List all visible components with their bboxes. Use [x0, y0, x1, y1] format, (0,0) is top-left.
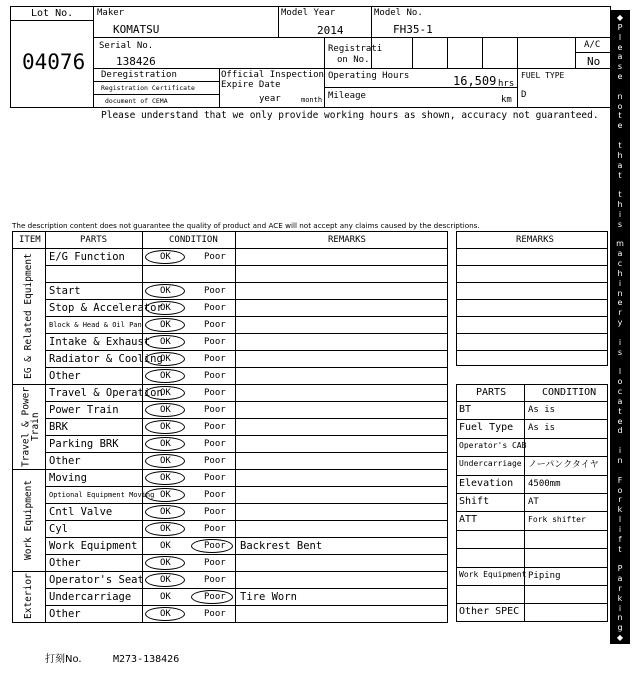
part-label: E/G Function	[49, 251, 125, 263]
part-label: Other	[49, 608, 81, 620]
right-part-label: Undercarriage	[459, 459, 522, 468]
ok-option[interactable]: OK	[160, 524, 171, 534]
ok-selected-circle	[145, 352, 185, 366]
right-remarks-header: REMARKS	[516, 235, 554, 245]
lot-no-label: Lot No.	[31, 8, 74, 19]
part-label: Work Equipment	[49, 540, 138, 552]
ok-selected-circle	[145, 318, 185, 332]
right-condition-value: AT	[528, 497, 539, 507]
part-label: Cyl	[49, 523, 68, 535]
remark-text: Backrest Bent	[240, 540, 323, 552]
poor-selected-circle	[191, 539, 233, 553]
lot-no: 04076	[22, 50, 86, 74]
ok-option[interactable]: OK	[160, 575, 171, 585]
ok-option[interactable]: OK	[160, 439, 171, 449]
poor-option[interactable]: Poor	[204, 354, 226, 364]
poor-option[interactable]: Poor	[204, 405, 226, 415]
poor-selected-circle	[191, 590, 233, 604]
ok-selected-circle	[145, 420, 185, 434]
ok-option[interactable]: OK	[160, 541, 171, 551]
ok-option[interactable]: OK	[160, 371, 171, 381]
ac-label: A/C	[584, 40, 601, 50]
group-label: Work Equipment	[23, 479, 34, 561]
poor-option[interactable]: Poor	[204, 456, 226, 466]
ok-option[interactable]: OK	[160, 405, 171, 415]
year-label: year	[259, 94, 281, 104]
item-header: ITEM	[19, 235, 41, 245]
inspection-label-2: Expire Date	[221, 80, 281, 90]
right-part-label: Fuel Type	[459, 422, 514, 433]
right-part-label: Shift	[459, 496, 490, 507]
part-label: Intake & Exhaust	[49, 336, 151, 348]
part-label: Undercarriage	[49, 591, 132, 603]
registration-label: Registrati	[328, 44, 383, 54]
remarks-header: REMARKS	[328, 235, 366, 245]
ok-selected-circle	[145, 607, 185, 621]
right-condition-value: As is	[528, 405, 556, 415]
ok-selected-circle	[145, 522, 185, 536]
registration-label-2: on No.	[337, 55, 370, 65]
ok-option[interactable]: OK	[160, 609, 171, 619]
ok-selected-circle	[145, 488, 185, 502]
poor-option[interactable]: Poor	[204, 507, 226, 517]
right-condition-value: As is	[528, 423, 556, 433]
side-notice: ◆ P l e a s e n o t e t h a t t h i s m a c h i n e r y i s l o c a t e d i n F o r k l i f t P a r k i n g ◆	[610, 10, 630, 644]
poor-option[interactable]: Poor	[204, 490, 226, 500]
cema-label: document of CEMA	[105, 97, 168, 105]
ok-selected-circle	[145, 403, 185, 417]
poor-option[interactable]: Poor	[204, 558, 226, 568]
ok-option[interactable]: OK	[160, 303, 171, 313]
part-label: Other	[49, 557, 81, 569]
group-label: Travel & Power Train	[20, 386, 41, 467]
ok-selected-circle	[145, 505, 185, 519]
part-label: Block & Head & Oil Pan	[49, 321, 142, 329]
part-label: Power Train	[49, 404, 119, 416]
part-label: Parking BRK	[49, 438, 119, 450]
group-label: Exterior	[23, 573, 34, 620]
model-year: 2014	[317, 24, 344, 37]
poor-option[interactable]: Poor	[204, 592, 226, 602]
ok-selected-circle	[145, 573, 185, 587]
poor-option[interactable]: Poor	[204, 303, 226, 313]
operating-hours: 16,509	[453, 74, 497, 88]
disclaimer: The description content does not guarantee the quality of product and ACE will not accept any claims caused by the descriptions.	[12, 221, 480, 230]
ok-option[interactable]: OK	[160, 286, 171, 296]
part-label: Moving	[49, 472, 87, 484]
right-part-label: Elevation	[459, 478, 514, 489]
ok-option[interactable]: OK	[160, 490, 171, 500]
ok-option[interactable]: OK	[160, 473, 171, 483]
model-no-label: Model No.	[374, 8, 423, 18]
ok-selected-circle	[145, 386, 185, 400]
mileage-label: Mileage	[328, 91, 366, 101]
condition-header: CONDITION	[169, 235, 218, 245]
poor-option[interactable]: Poor	[204, 422, 226, 432]
part-label: Travel & Operation	[49, 387, 163, 399]
ok-option[interactable]: OK	[160, 252, 171, 262]
ok-option[interactable]: OK	[160, 507, 171, 517]
serial-no: 138426	[116, 55, 156, 68]
deregistration-label: Deregistration	[101, 70, 177, 80]
right-part-label: ATT	[459, 514, 478, 525]
poor-option[interactable]: Poor	[204, 286, 226, 296]
ok-option[interactable]: OK	[160, 422, 171, 432]
month-label: month	[301, 96, 323, 104]
maker-label: Maker	[97, 8, 125, 18]
registration-certificate-label: Registration Certificate	[101, 84, 195, 92]
fuel-type-label: FUEL TYPE	[521, 71, 565, 80]
ok-selected-circle	[145, 284, 185, 298]
ok-selected-circle	[145, 454, 185, 468]
model-no: FH35-1	[393, 23, 433, 36]
part-label: Optional Equipment Moving	[49, 491, 155, 499]
ok-option[interactable]: OK	[160, 320, 171, 330]
fuel-type: D	[521, 90, 527, 100]
part-label: Start	[49, 285, 81, 297]
model-year-label: Model Year	[281, 8, 336, 18]
ok-option[interactable]: OK	[160, 337, 171, 347]
right-condition-header: CONDITION	[542, 387, 597, 398]
ok-option[interactable]: OK	[160, 592, 171, 602]
right-parts-header: PARTS	[476, 387, 507, 398]
km-unit: km	[501, 95, 512, 105]
poor-option[interactable]: Poor	[204, 473, 226, 483]
right-condition-value: ノーパンクタイヤ	[528, 460, 599, 470]
right-condition-value: Fork shifter	[528, 515, 586, 524]
group-label: EG & Related Equipment	[23, 253, 34, 379]
part-label: BRK	[49, 421, 68, 433]
poor-option[interactable]: Poor	[204, 252, 226, 262]
hrs-unit: hrs	[498, 79, 515, 89]
remark-text: Tire Worn	[240, 591, 297, 603]
poor-option[interactable]: Poor	[204, 388, 226, 398]
poor-option[interactable]: Poor	[204, 337, 226, 347]
ok-option[interactable]: OK	[160, 558, 171, 568]
poor-option[interactable]: Poor	[204, 524, 226, 534]
right-part-label: Work Equipment	[459, 570, 527, 579]
part-label: Stop & Accelerator	[49, 302, 163, 314]
notice: Please understand that we only provide working hours as shown, accuracy not guaranteed.	[101, 110, 599, 121]
part-label: Other	[49, 455, 81, 467]
right-part-label: BT	[459, 404, 472, 415]
poor-option[interactable]: Poor	[204, 609, 226, 619]
operating-hours-label: Operating Hours	[328, 71, 410, 81]
right-condition-value: 4500mm	[528, 479, 561, 489]
maker: KOMATSU	[113, 23, 160, 36]
part-label: Operator's Seat	[49, 574, 144, 586]
footer-label: 打刻No.	[45, 654, 82, 665]
poor-option[interactable]: Poor	[204, 575, 226, 585]
ok-selected-circle	[145, 437, 185, 451]
ok-selected-circle	[145, 335, 185, 349]
ok-selected-circle	[145, 471, 185, 485]
poor-option[interactable]: Poor	[204, 371, 226, 381]
ok-option[interactable]: OK	[160, 388, 171, 398]
part-label: Radiator & Cooling	[49, 353, 163, 365]
parts-header: PARTS	[80, 235, 108, 245]
ac-value: No	[587, 55, 601, 68]
right-condition-value: Piping	[528, 571, 561, 581]
ok-selected-circle	[145, 301, 185, 315]
serial-no-label: Serial No.	[99, 41, 154, 51]
ok-selected-circle	[145, 250, 185, 264]
poor-option[interactable]: Poor	[204, 439, 226, 449]
footer-value: M273-138426	[113, 654, 180, 665]
poor-option[interactable]: Poor	[204, 541, 226, 551]
ok-option[interactable]: OK	[160, 456, 171, 466]
poor-option[interactable]: Poor	[204, 320, 226, 330]
ok-selected-circle	[145, 369, 185, 383]
part-label: Other	[49, 370, 81, 382]
ok-option[interactable]: OK	[160, 354, 171, 364]
part-label: Cntl Valve	[49, 506, 113, 518]
right-part-label: Operator's CAB	[459, 441, 527, 450]
inspection-label: Official Inspection	[221, 70, 324, 80]
right-part-label: Other SPEC	[459, 606, 520, 617]
ok-selected-circle	[145, 556, 185, 570]
